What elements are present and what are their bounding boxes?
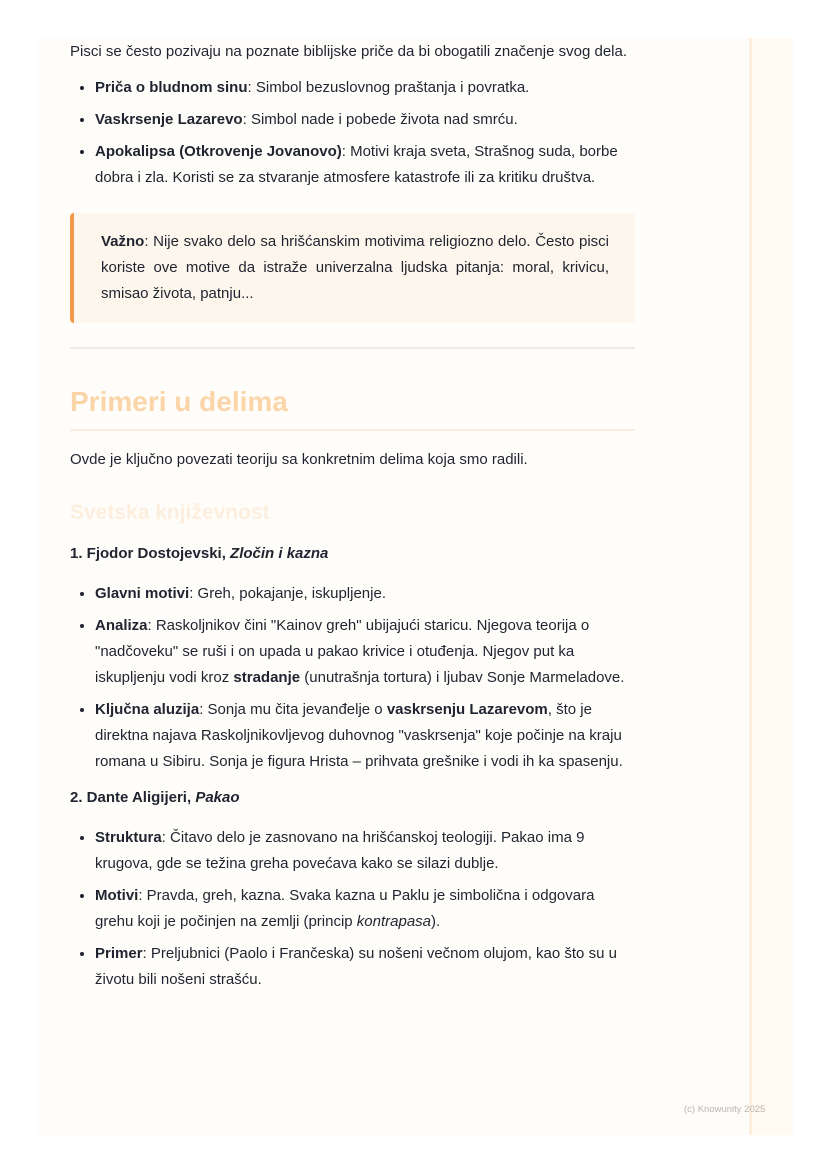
text: : Preljubnici (Paolo i Frančeska) su nošeni večnom olujom, kao što su u životu bili nošeni strašću.	[95, 945, 617, 988]
divider	[70, 347, 635, 349]
intro-paragraph: Pisci se često pozivaju na poznate biblijske priče da bi obogatili značenje svog dela.	[70, 43, 627, 60]
list-item	[95, 941, 635, 993]
text: , što je direktna najava Raskoljnikovljevog duhovnog "vaskrsenja" koje počinje na kraju romana u Sibiru. Sonja je figura Hrista – prihvata grešnike i vodi ih ka spasenju.	[95, 701, 623, 770]
term: Analiza	[95, 617, 148, 634]
important-note	[70, 213, 635, 323]
author: 2. Dante Aligijeri,	[70, 789, 196, 806]
work-title: Zločin i kazna	[230, 545, 329, 562]
note-text: : Nije svako delo sa hrišćanskim motivima religiozno delo. Često pisci koriste ove motive da istraže univerzalna ljudska pitanja: moral, krivicu, smisao života, patnju...	[101, 233, 609, 302]
text: : Greh, pokajanje, iskupljenje.	[189, 585, 386, 602]
text: : Čitavo delo je zasnovano na hrišćanskoj teologiji. Pakao ima 9 krugova, gde se težina greha povećava kako se silazi dublje.	[95, 829, 585, 872]
list-item	[95, 697, 635, 775]
content	[70, 38, 635, 999]
note-term: Važno	[101, 233, 145, 250]
term: Primer	[95, 945, 143, 962]
emphasis: kontrapasa	[356, 913, 432, 930]
term: Struktura	[95, 829, 162, 846]
work-list	[70, 581, 635, 775]
emphasis: stradanje	[233, 669, 301, 686]
term: Glavni motivi	[95, 585, 190, 602]
text: : Motivi kraja sveta, Strašnog suda, borbe dobra i zla. Koristi se za stvaranje atmosfere katastrofe ili za kritiku društva.	[95, 143, 618, 186]
text: : Simbol nade i pobede života nad smrću.	[242, 111, 518, 128]
text: ).	[431, 913, 441, 930]
term: Priča o bludnom sinu	[95, 79, 248, 96]
term: Vaskrsenje Lazarevo	[95, 111, 243, 128]
work-title: Pakao	[195, 789, 240, 806]
section-title: Primeri u delima	[70, 385, 635, 431]
work-heading	[70, 785, 635, 811]
term: Motivi	[95, 887, 139, 904]
list-item	[95, 883, 635, 935]
text: : Pravda, greh, kazna. Svaka kazna u Paklu je simbolična i odgovara grehu koji je počinjen na zemlji (princip	[95, 887, 595, 930]
side-margin	[749, 38, 793, 1135]
list-item	[95, 75, 635, 101]
text: : Raskoljnikov čini "Kainov greh" ubijajući staricu. Njegova teorija o "nadčoveku" se ruši i on upada u pakao krivice i otuđenja. Njegov put ka iskupljenju vodi kroz	[95, 617, 590, 686]
emphasis: vaskrsenju Lazarevom	[386, 701, 548, 718]
list-item	[95, 107, 635, 133]
list-item	[95, 581, 635, 607]
term: Ključna aluzija	[95, 701, 200, 718]
work-heading	[70, 541, 635, 567]
text: (unutrašnja tortura) i ljubav Sonje Marmeladove.	[300, 669, 625, 686]
footer-copyright: (c) Knowunity 2025	[684, 1104, 766, 1115]
page	[38, 38, 790, 1135]
biblical-list	[70, 75, 635, 191]
subsection-title: Svetska književnost	[70, 501, 270, 524]
list-item	[95, 825, 635, 877]
author: 1. Fjodor Dostojevski,	[70, 545, 231, 562]
work-list	[70, 825, 635, 993]
text: : Simbol bezuslovnog praštanja i povratka.	[247, 79, 530, 96]
section-intro: Ovde je ključno povezati teoriju sa konkretnim delima koja smo radili.	[70, 451, 528, 468]
term: Apokalipsa (Otkrovenje Jovanovo)	[95, 143, 342, 160]
list-item	[95, 139, 635, 191]
text: : Sonja mu čita jevanđelje o	[199, 701, 387, 718]
list-item	[95, 613, 635, 691]
